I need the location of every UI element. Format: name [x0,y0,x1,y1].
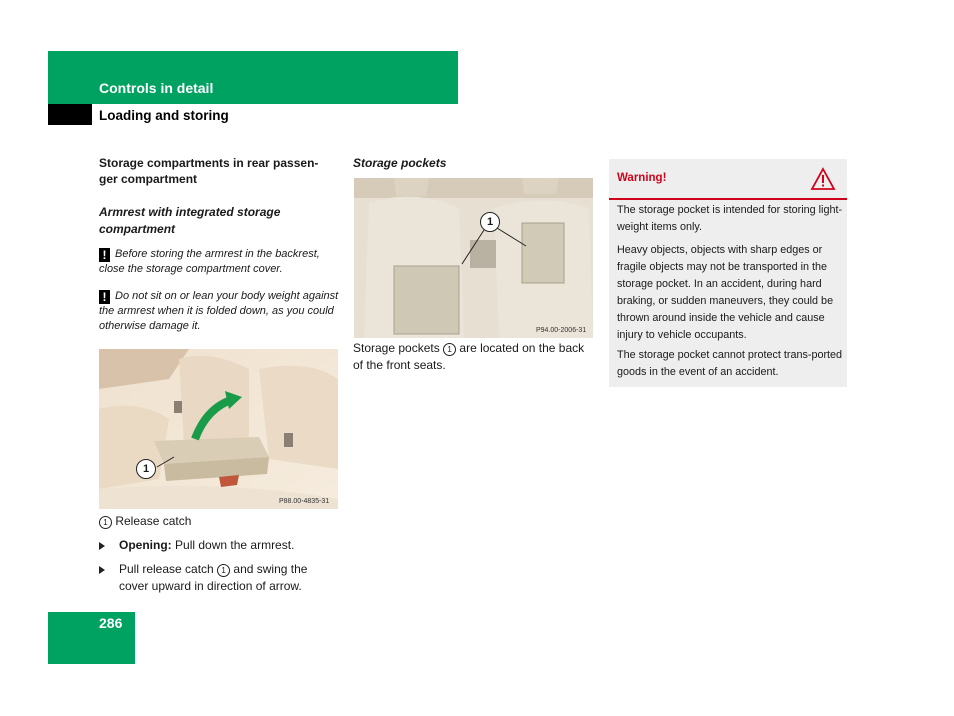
figure-code: P94.00-2006-31 [536,327,587,334]
figure-code: P88.00-4835-31 [279,498,330,505]
note-do-not-sit [99,289,339,334]
page-number: 286 [99,615,123,631]
step-opening [99,537,339,554]
column-pockets [353,155,593,172]
step-opening-text: Pull down the armrest. [175,538,295,552]
storage-pockets-subheading: Storage pockets [353,156,447,170]
warning-paragraph-3: The storage pocket cannot protect trans-ported goods in the event of an accident. [617,349,843,378]
callout-1: 1 [480,212,500,232]
storage-compartments-heading: Storage compartments in rear passen-ger compartment [99,156,319,186]
warning-paragraph-2: Heavy objects, objects with sharp edges or fragile objects may not be transported in the storage pocket. In an accident, during hard braking, or sudden maneuvers, they could be thrown around inside the vehicle and cause injury to vehicle occupants. [617,244,834,341]
warning-paragraph-1: The storage pocket is intended for storing light-weight items only. [617,204,843,233]
armrest-instructions [99,513,339,595]
storage-pockets-illustration [354,178,593,338]
legend-release-catch [99,513,339,530]
warning-box [609,159,847,387]
armrest-photo [99,349,338,509]
legend-number: 1 [99,516,112,529]
warning-header [609,159,847,200]
storage-pockets-text [353,340,593,374]
callout-1: 1 [136,459,156,479]
header-tab-marker [48,104,92,125]
exclamation-icon: ! [99,248,110,262]
column-armrest [99,155,339,334]
seat-back-photo [354,178,593,338]
legend-number: 1 [217,564,230,577]
note-close-cover [99,247,339,277]
subsection-title: Loading and storing [99,108,229,123]
header-bar [48,51,458,104]
note-do-not-sit-text: Do not sit on or lean your body weight against the armrest when it is folded down, as you could otherwise damage it. [99,290,339,332]
exclamation-icon: ! [99,290,110,304]
storage-pockets-description [353,340,593,374]
note-close-cover-text: Before storing the armrest in the backrest, close the storage compartment cover. [99,248,320,275]
armrest-illustration [99,349,338,509]
armrest-subheading: Armrest with integrated storage compartment [99,205,281,236]
step-opening-label: Opening: [119,538,172,552]
bullet-triangle-icon [99,542,105,550]
step-release-text-b: and swing the cover upward in direction of arrow. [119,562,308,593]
step-release-text-a: Pull release catch [119,562,214,576]
pockets-text-b: are located on the back of the front seats. [353,341,585,372]
bullet-triangle-icon [99,566,105,574]
pockets-text-a: Storage pockets [353,341,440,355]
step-release [99,561,339,595]
warning-triangle-icon [810,167,836,191]
section-title: Controls in detail [99,80,214,96]
legend-text: Release catch [115,514,192,528]
warning-label: Warning! [617,172,667,184]
legend-number: 1 [443,343,456,356]
